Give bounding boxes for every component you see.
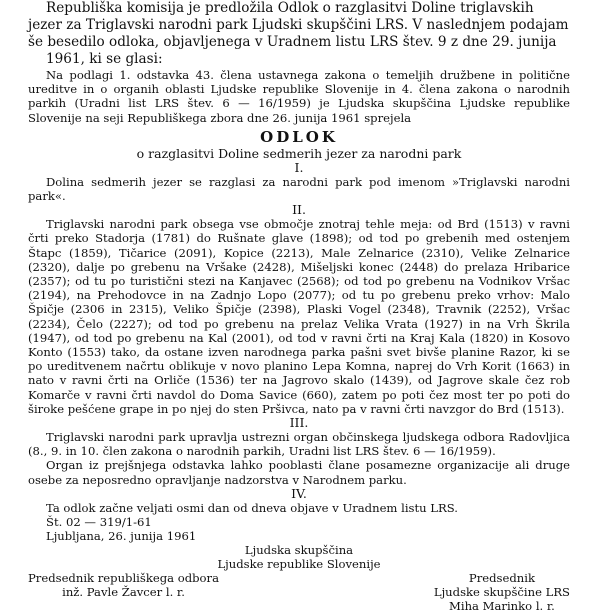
signature-left-name: inž. Pavle Žavcer l. r. (62, 585, 185, 600)
signature-left-title: Predsednik republiškega odbora (28, 571, 219, 586)
date-line: Ljubljana, 26. junija 1961 (46, 529, 197, 544)
document-subtitle: o razglasitvi Doline sedmerih jezer za narodni park (136, 145, 462, 161)
section-2-number: II. (292, 202, 306, 218)
intro-line-2: jezer za Triglavski narodni park Ljudski skupščini LRS. V naslednjem podajam (28, 17, 569, 33)
signature-right (434, 571, 570, 613)
section-4-number: IV. (291, 485, 307, 501)
section-1-text: Dolina sedmerih jezer se razglasi za narodni park pod imenom »Triglavski narodni park«. (28, 174, 570, 204)
intro-line-4: 1961, ki se glasi: (46, 51, 163, 67)
signature-right-title: Predsednik (468, 571, 535, 586)
issuing-body-line-1: Ljudska skupščina (244, 543, 354, 558)
section-3-text-2: Organ iz prejšnjega odstavka lahko pooblasti člane posamezne organizacije ali druge osebe za neposredno opravljanje nadzorstva v Narodnem parku. (28, 458, 570, 487)
signatures (28, 571, 570, 613)
signature-right-name: Miha Marinko l. r. (449, 599, 555, 613)
section-4-text: Ta odlok začne veljati osmi dan od dneva objave v Uradnem listu LRS. (46, 500, 458, 515)
section-2-text: Triglavski narodni park obsega vse območje znotraj tehle meja: od Brd (1513) v ravni črti preko Stadorja (1781) do Rušnate glave (1898); od tod po grebenih med ostenjem Štapc (1859), Tičarice (2091), Kopice (2213), Male Zelnarice (2310), Velike Zelnarice (2320), dalje po grebenu na Vršake (2428), Mišeljski konec (2448) do prelaza Hribarice (2357); od tu po turistični stezi na Kanjavec (2568); od tod po grebenu na Vodnikov Vršac (2194), na Prehodovce in na Zadnjo Lopo (2077); od tu po grebenu preko vrhov: Malo Špičje (2306 in 2315), Veliko Špičje (2398), Plaski Vogel (2348), Travnik (2252), Vršac (2234), Čelo (2227); od tod po grebenu na prelaz Velika Vrata (1927) in na Vrh Škrila (1947), od tod po grebenu na Kal (2001), od tod v ravni črti na Kraj Kala (1820) in Kosovo Konto (1553) tako, da ostane izven narodnega parka pašni svet bivše planine Razor, ki se po ureditvenem načrtu oblikuje v novo planino Lepa Komna, naprej do Vrh Korit (1663) in nato v ravni črti na Orliče (1536) ter na Jagrovo skalo (1439), od Jagrove skale čez rob Komarče v ravni črti navdol do Doma Savice (660), zatem po poti čez most ter po poti do široke pešćene grape in po njej do sten Pršivca, nato pa v ravni črti navzgor do Brd (1513). (28, 217, 570, 416)
section-1-number: I. (294, 159, 304, 175)
intro-line-3: še besedilo odloka, objavljenega v Uradnem listu LRS štev. 9 z dne 29. junija (28, 34, 557, 50)
section-3-text: Triglavski narodni park upravlja ustrezni organ občinskega ljudskega odbora Radovljica (8., 9. in 10. člen zakona o narodnih parkih, Uradni list LRS štev. 6 — 16/1959). (28, 430, 570, 459)
signature-right-body: Ljudske skupščine LRS (433, 585, 570, 600)
issuing-body-line-2: Ljudske republike Slovenije (217, 557, 381, 572)
intro-line-1: Republiška komisija je predložila Odlok o razglasitvi Doline triglavskih (46, 0, 534, 16)
signature-left (28, 571, 219, 613)
preamble: Na podlagi 1. odstavka 43. člena ustavnega zakona o temeljih družbene in politične ureditve in o organih oblasti Ljudske republike Slovenije in 4. člena zakona o narodnih parkih (Uradni list LRS štev. 6 — 16/1959) je Ljudska skupščina Ljudske republike Slovenije na seji Republiškega zbora dne 26. junija 1961 sprejela (28, 68, 570, 125)
intro-paragraph (28, 0, 570, 68)
document-title: ODLOK (260, 127, 338, 146)
section-3-number: III. (289, 415, 309, 431)
reference-number: Št. 02 — 319/1-61 (46, 515, 152, 530)
